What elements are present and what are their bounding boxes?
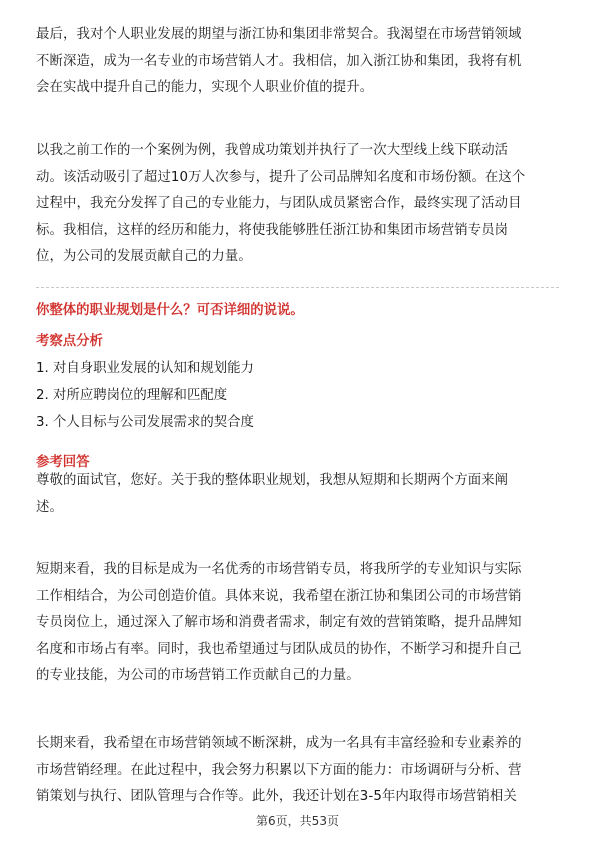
analysis-heading: 考察点分析 bbox=[36, 334, 103, 349]
text-line: 长期来看，我希望在市场营销领域不断深耕，成为一名具有丰富经验和专业素养的 bbox=[36, 736, 522, 751]
text-line: 动。该活动吸引了超过10万人次参与，提升了公司品牌知名度和市场份额。在这个 bbox=[36, 169, 526, 185]
answer-paragraph-1 bbox=[36, 468, 558, 521]
analysis-point: 1. 对自身职业发展的认知和规划能力 bbox=[36, 361, 254, 376]
text-line: 工作相结合，为公司创造价值。具体来说，我希望在浙江协和集团公司的市场营销 bbox=[36, 588, 522, 604]
text-line: 名度和市场占有率。同时，我也希望通过与团队成员的协作，不断学习和提升自己 bbox=[36, 641, 522, 657]
text-line: 市场营销经理。在此过程中，我会努力积累以下方面的能力：市场调研与分析、营 bbox=[36, 762, 522, 778]
text-line: 专员岗位上，通过深入了解市场和消费者需求，制定有效的营销策略，提升品牌知 bbox=[36, 615, 522, 630]
text-line: 最后，我对个人职业发展的期望与浙江协和集团非常契合。我渴望在市场营销领域 bbox=[36, 27, 522, 42]
text-line: 的专业技能，为公司的市场营销工作贡献自己的力量。 bbox=[36, 668, 360, 683]
text-line: 短期来看，我的目标是成为一名优秀的市场营销专员，将我所学的专业知识与实际 bbox=[36, 562, 522, 577]
text-line: 会在实战中提升自己的能力，实现个人职业价值的提升。 bbox=[36, 80, 374, 95]
section-divider bbox=[36, 287, 559, 288]
analysis-point: 2. 对所应聘岗位的理解和匹配度 bbox=[36, 388, 228, 403]
text-line: 标。我相信，这样的经历和能力，将使我能够胜任浙江协和集团市场营销专员岗 bbox=[36, 222, 509, 238]
text-line: 尊敬的面试官，您好。关于我的整体职业规划，我想从短期和长期两个方面来阐 bbox=[36, 473, 509, 488]
intro-paragraph-2 bbox=[36, 138, 558, 271]
intro-paragraph-1 bbox=[36, 22, 558, 102]
answer-paragraph-3 bbox=[36, 731, 558, 811]
text-line: 述。 bbox=[36, 499, 63, 515]
answer-paragraph-2 bbox=[36, 557, 558, 690]
analysis-point: 3. 个人目标与公司发展需求的契合度 bbox=[36, 415, 254, 430]
text-line: 不断深造，成为一名专业的市场营销人才。我相信，加入浙江协和集团，我将有机 bbox=[36, 53, 522, 69]
text-line: 过程中，我充分发挥了自己的专业能力，与团队成员紧密合作，最终实现了活动目 bbox=[36, 196, 522, 211]
interview-question: 你整体的职业规划是什么？可否详细的说说。 bbox=[36, 303, 304, 318]
text-line: 以我之前工作的一个案例为例，我曾成功策划并执行了一次大型线上线下联动活 bbox=[36, 143, 509, 158]
answer-heading: 参考回答 bbox=[36, 455, 90, 470]
text-line: 位，为公司的发展贡献自己的力量。 bbox=[36, 249, 252, 264]
page-number: 第6页，共53页 bbox=[256, 814, 339, 828]
text-line: 销策划与执行、团队管理与合作等。此外，我还计划在3-5年内取得市场营销相关 bbox=[36, 789, 517, 804]
